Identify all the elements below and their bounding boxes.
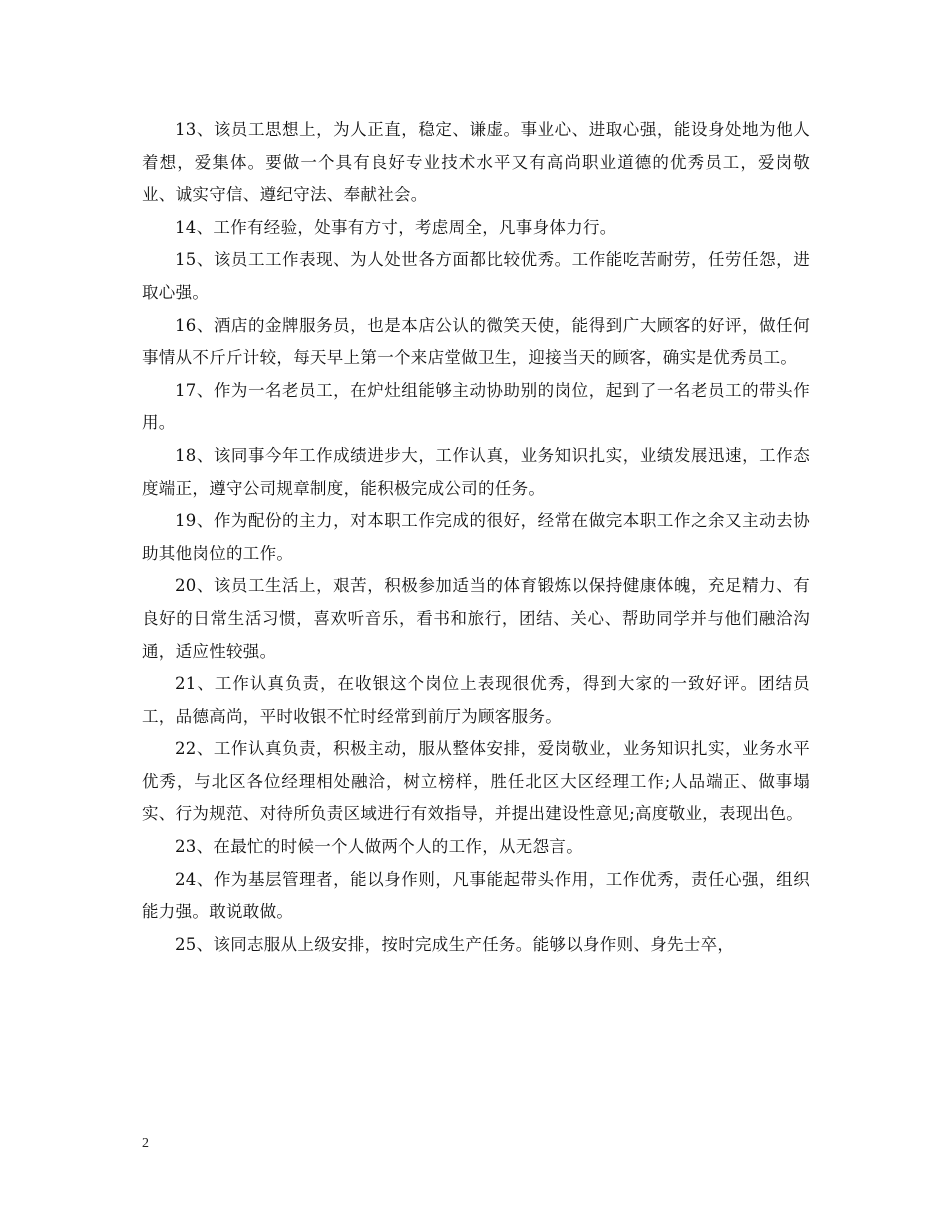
paragraph-13: 13、该员工思想上，为人正直，稳定、谦虚。事业心、进取心强，能设身处地为他人着想，爱集体。要做一个具有良好专业技术水平又有高尚职业道德的优秀员工，爱岗敬业、诚实守信、遵纪守法、奉献社会。 (142, 120, 810, 205)
paragraph-22: 22、工作认真负责，积极主动，服从整体安排，爱岗敬业，业务知识扎实，业务水平优秀，与北区各位经理相处融洽，树立榜样，胜任北区大区经理工作;人品端正、做事塌实、行为规范、对待所负责区域进行有效指导，并提出建设性意见;高度敬业，表现出色。 (142, 739, 810, 824)
paragraph-15: 15、该员工工作表现、为人处世各方面都比较优秀。工作能吃苦耐劳，任劳任怨，进取心强。 (142, 250, 810, 302)
paragraph-14: 14、工作有经验，处事有方寸，考虑周全，凡事身体力行。 (175, 217, 617, 237)
paragraph-19: 19、作为配份的主力，对本职工作完成的很好，经常在做完本职工作之余又主动去协助其他岗位的工作。 (142, 511, 810, 563)
paragraph-21: 21、工作认真负责，在收银这个岗位上表现很优秀，得到大家的一致好评。团结员工，品德高尚，平时收银不忙时经常到前厅为顾客服务。 (142, 674, 810, 726)
document-body (142, 114, 810, 961)
paragraph-18: 18、该同事今年工作成绩进步大，工作认真，业务知识扎实，业绩发展迅速，工作态度端正，遵守公司规章制度，能积极完成公司的任务。 (142, 445, 810, 498)
paragraph-25: 25、该同志服从上级安排，按时完成生产任务。能够以身作则、身先士卒， (175, 934, 735, 954)
page-number: 2 (142, 1136, 149, 1151)
paragraph-20: 20、该员工生活上，艰苦，积极参加适当的体育锻炼以保持健康体魄，充足精力、有良好的日常生活习惯，喜欢听音乐，看书和旅行，团结、关心、帮助同学并与他们融洽沟通，适应性较强。 (142, 576, 810, 661)
paragraph-24: 24、作为基层管理者，能以身作则，凡事能起带头作用，工作优秀，责任心强，组织能力强。敢说敢做。 (142, 869, 810, 922)
paragraph-23: 23、在最忙的时候一个人做两个人的工作，从无怨言。 (175, 837, 583, 857)
paragraph-17: 17、作为一名老员工，在炉灶组能够主动协助别的岗位，起到了一名老员工的带头作用。 (142, 380, 810, 433)
paragraph-16: 16、酒店的金牌服务员，也是本店公认的微笑天使，能得到广大顾客的好评，做任何事情从不斤斤计较，每天早上第一个来店堂做卫生，迎接当天的顾客，确实是优秀员工。 (142, 315, 810, 368)
